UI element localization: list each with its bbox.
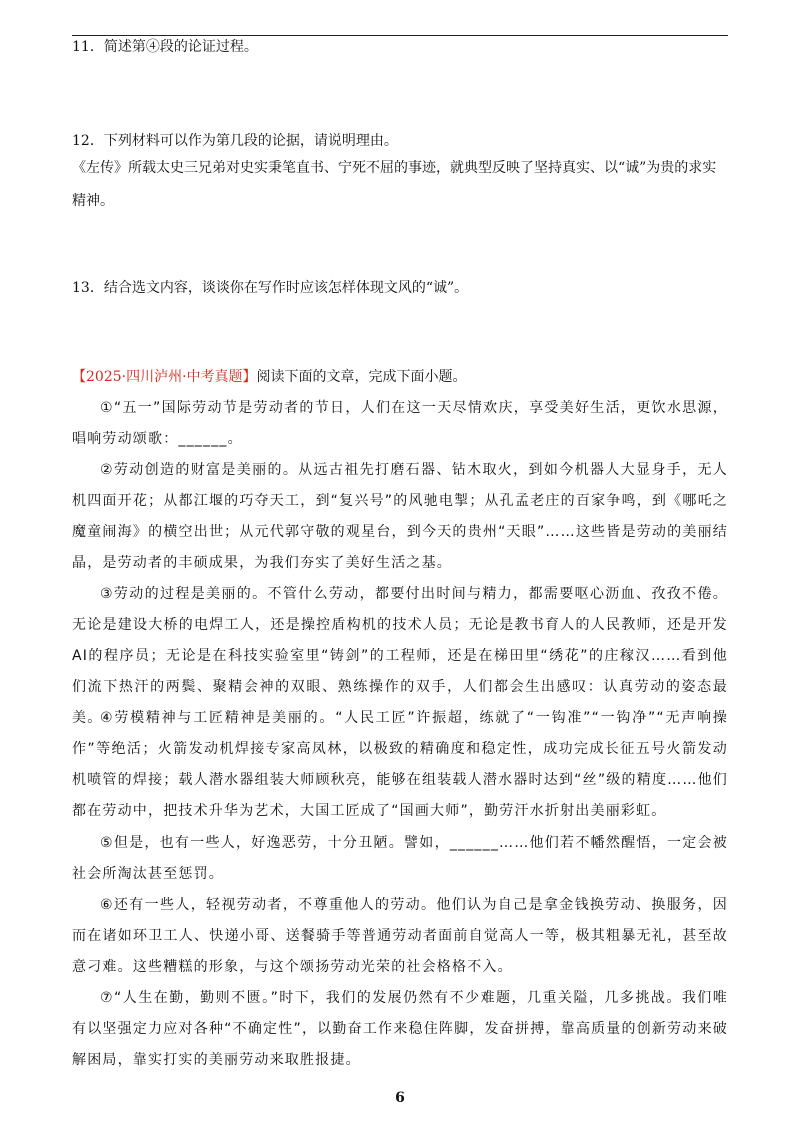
source-instruction: 阅读下面的文章，完成下面小题。 [256, 369, 467, 385]
article-paragraph-7: ⑦“人生在勤，勤则不匮。”时下，我们的发展仍然有不少难题，几重关隘，几多挑战。我们唯有以坚强定力应对各种“不确定性”，以勤奋工作来稳住阵脚，发奋拼搏，靠高质量的创新劳动来破解困局，靠实打实的美丽劳动来取胜报捷。 [72, 990, 728, 1068]
question-13: 13．结合选文内容，谈谈你在写作时应该怎样体现文风的“诚”。 [72, 280, 469, 296]
article-paragraph-1: ①“五一”国际劳动节是劳动者的节日，人们在这一天尽情欢庆，享受美好生活，更饮水思源，唱响劳动颂歌：______。 [72, 400, 728, 447]
article-paragraph-6: ⑥还有一些人，轻视劳动者，不尊重他人的劳动。他们认为自己是拿金钱换劳动、换服务，因而在诸如环卫工人、快递小哥、送餐骑手等普通劳动者面前自觉高人一等，极其粗暴无礼，甚至故意刁难。这些糟糕的形象，与这个颂扬劳动光荣的社会格格不入。 [72, 897, 728, 975]
source-tag: 【2025·四川泸州·中考真题】 [72, 369, 257, 385]
page-number: 6 [395, 1090, 405, 1106]
passage-source [72, 362, 728, 392]
question-12: 12．下列材料可以作为第几段的论据，请说明理由。 [72, 133, 398, 149]
question-11: 11．简述第④段的论证过程。 [72, 39, 258, 55]
article-paragraph-2: ②劳动创造的财富是美丽的。从远古祖先打磨石器、钻木取火，到如今机器人大显身手，无人机四面开花；从都江堰的巧夺天工，到“复兴号”的风驰电掣；从孔孟老庄的百家争鸣，到《哪吒之魔童闹海》的横空出世；从元代郭守敬的观星台，到今天的贵州“天眼”……这些皆是劳动的美丽结晶，是劳动者的丰硕成果，为我们夯实了美好生活之基。 [72, 462, 728, 571]
article-paragraph-3: ③劳动的过程是美丽的。不管什么劳动，都要付出时间与精力，都需要呕心沥血、孜孜不倦。无论是建设大桥的电焊工人，还是操控盾构机的技术人员；无论是教书育人的人民教师，还是开发AI的程序员；无论是在科技实验室里“铸剑”的工程师，还是在梯田里“绣花”的庄稼汉……看到他们流下热汗的两鬓、聚精会神的双眼、熟练操作的双手，人们都会生出感叹：认真劳动的姿态最美。 [72, 586, 728, 726]
article-paragraph-4: ④劳模精神与工匠精神是美丽的。“人民工匠”许振超，练就了“一钩准”“一钩净”“无声响操作”等绝活；火箭发动机焊接专家高凤林，以极致的精确度和稳定性，成功完成长征五号火箭发动机喷管的焊接；载人潜水器组装大师顾秋亮，能够在组装载人潜水器时达到“丝”级的精度……他们都在劳动中，把技术升华为艺术，大国工匠成了“国画大师”，勤劳汗水折射出美丽彩虹。 [72, 710, 728, 819]
article-paragraph-5: ⑤但是，也有一些人，好逸恶劳，十分丑陋。譬如，______……他们若不幡然醒悟，一定会被社会所淘汰甚至惩罚。 [72, 835, 728, 882]
question-12-material: 《左传》所载太史三兄弟对史实秉笔直书、宁死不屈的事迹，就典型反映了坚持真实、以“诚”为贵的求实精神。 [72, 160, 717, 209]
